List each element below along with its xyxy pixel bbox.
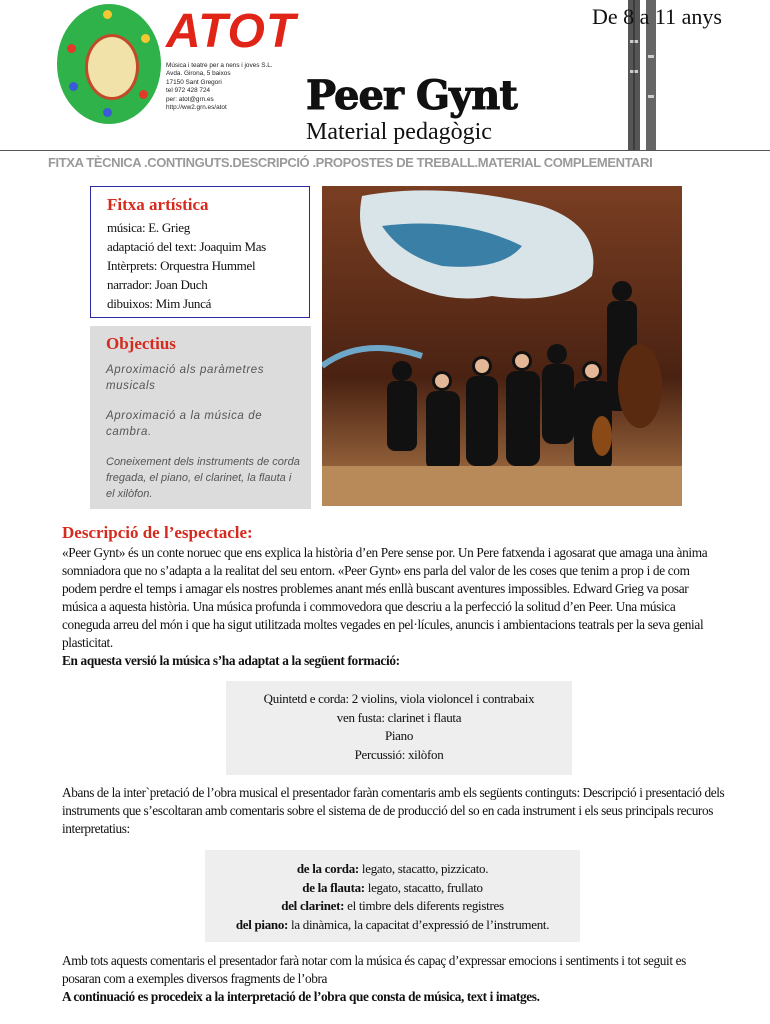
credit-line: narrador: Joan Duch [107,277,208,292]
objective-item: Aproximació als paràmetres musicals [106,364,265,392]
credit-line: dibuixos: Mim Juncá [107,296,212,311]
credit-line: música: E. Grieg [107,220,190,235]
objective-item: Coneixement dels instruments de corda fregada, el piano, el clarinet, la flauta i el xilòfon. [106,456,300,500]
description-paragraph: «Peer Gynt» és un conte noruec que ens explica la història d’en Pere sense por. Un Pere fatxenda i agosarat que amaga una ànima somniadora que no s’adapta a la realitat del seu entorn. «Peer Gynt» ens parla del valor de les coses que tenim a prop i de com podem perdre el temps i amagar els nostres problemes anant més enllà buscant aventures impossibles. Edward Grieg va posar música a aquesta història. Una música profunda i commovedora que descriu a la perfecció la solitud d’en Peer. Una música coneguda arreu del món i que ha sigut utilitzada moltes vegades en pel·lícules, anuncis i ambientacions teatrals per la seva genial plasticitat. [62,545,708,650]
objective-item: Aproximació a la música de cambra. [106,410,263,438]
section-navigation: FITXA TÈCNICA .CONTINGUTS.DESCRIPCIÓ .PROPOSTES DE TREBALL.MATERIAL COMPLEMENTARI [48,155,653,170]
formation-line: Piano [384,728,414,743]
page-title: Peer Gynt [306,72,517,119]
header-divider [0,150,770,151]
technique-line: del piano: la dinàmica, la capacitat d’expressió de l’instrument. [235,916,550,932]
formation-line: Percussió: xilòfon [354,746,444,762]
logo-emblem [57,4,161,124]
age-range: De 8 a 11 anys [592,4,722,29]
closing-text [62,952,726,1006]
technique-line: del clarinet: el timbre dels diferents registres [281,898,504,913]
objectius-heading: Objectius [106,334,176,353]
ensemble-photo [322,186,682,506]
closing-bold-line: A continuació es procedeix a la interpretació de l’obra que consta de música, text i imatges. [62,989,540,1004]
commentary-intro: Abans de la inter`pretació de l’obra musical el presentador faràn comentaris amb els següents continguts: Descripció i presentació dels instruments que s’escoltaran amb comentaris sobre el sistema de de producció del so en cada instrument i els seus principals recuros interpretatius: [62,785,725,836]
closing-paragraph: Amb tots aquests comentaris el presentador farà notar com la música és capaç d’expressar emocions i sentiments i tot seguit es posaran com a exemples diversos fragments de l’obra [62,953,686,986]
technique-line: de la corda: legato, stacatto, pizzicato. [296,861,489,876]
credit-line: adaptació del text: Joaquim Mas [107,239,266,254]
technique-line: de la flauta: legato, stacatto, frullato [302,879,483,895]
page-subtitle: Material pedagògic [306,119,492,145]
techniques-box [205,850,580,942]
formation-intro: En aquesta versió la música s’ha adaptat a la següent formació: [62,653,400,668]
description-heading: Descripció de l’espectacle: [62,523,253,542]
objectius-box [90,326,311,509]
fitxa-artistica-box [90,186,310,318]
brand-logo: ATOT [166,5,297,58]
description-text [62,544,726,670]
formation-line: Quintetd e corda: 2 violins, viola violoncel i contrabaix [263,691,535,706]
formation-line: ven fusta: clarinet i flauta [336,709,462,725]
formation-box [226,681,572,775]
fitxa-heading: Fitxa artística [107,195,209,214]
company-address: Música i teatre per a nens i joves S.L. Avda. Girona, 5 baixos 17150 Sant Gregori tel 972 428 724 per: atot@grn.es http://ww2.grn.es/atot [166,62,273,112]
credit-line: Intèrprets: Orquestra Hummel [107,258,256,273]
